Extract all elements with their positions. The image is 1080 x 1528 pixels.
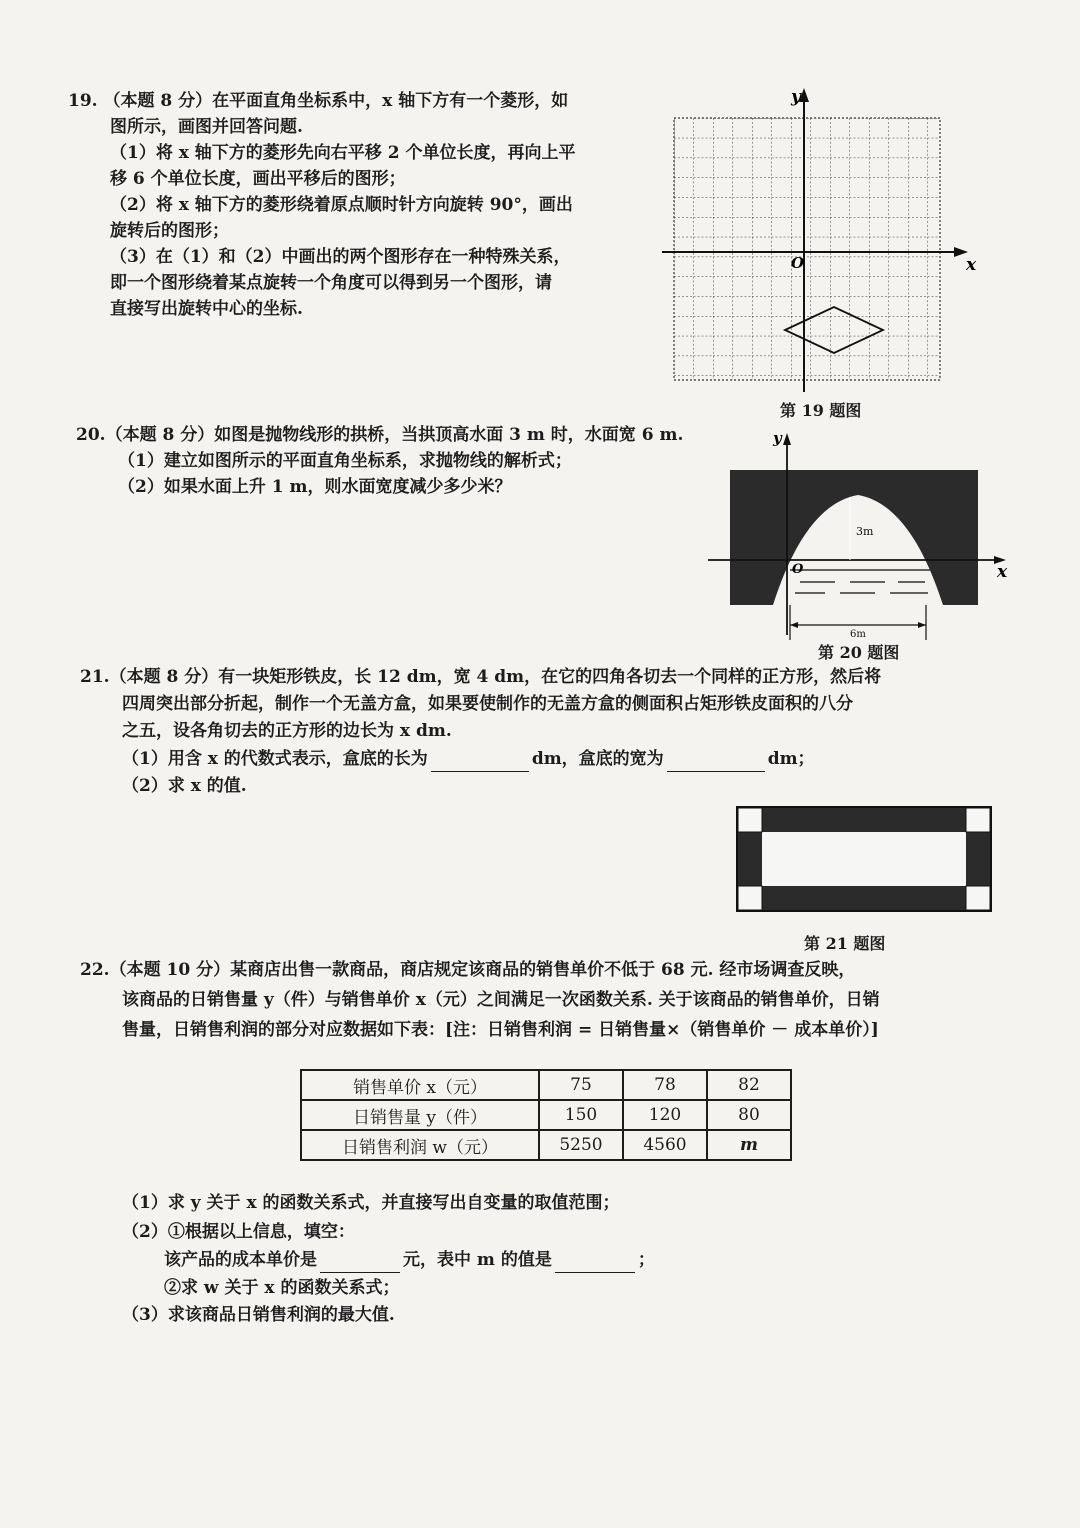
- q19-line: 即一个图形绕着某点旋转一个角度可以得到另一个图形，请: [110, 273, 552, 293]
- q21-part1-text: dm；: [767, 749, 815, 769]
- origin-label: O: [791, 254, 805, 272]
- table-cell-label: 日销售量 y（件）: [301, 1100, 539, 1130]
- table-cell: 78: [623, 1070, 707, 1100]
- cut-corner: [738, 808, 762, 832]
- table-row: [301, 1100, 791, 1130]
- q22-part2a-text: 元，表中 m 的值是: [403, 1250, 552, 1270]
- q22-part2a: [164, 1247, 655, 1273]
- y-axis-label: y: [791, 87, 801, 107]
- cut-corner: [966, 886, 990, 910]
- answer-blank-width[interactable]: [667, 751, 765, 772]
- table-cell-label: 日销售利润 w（元）: [301, 1130, 539, 1160]
- q19-line: （3）在（1）和（2）中画出的两个图形存在一种特殊关系，: [110, 247, 571, 267]
- answer-blank-length[interactable]: [431, 751, 529, 772]
- q19-line: 19. （本题 8 分）在平面直角坐标系中，x 轴下方有一个菱形，如: [68, 91, 569, 111]
- q22-line: 该商品的日销售量 y（件）与销售单价 x（元）之间满足一次函数关系. 关于该商品的销售单价，日销: [122, 990, 880, 1010]
- q21-part1-text: dm，盒底的宽为: [531, 749, 664, 769]
- cut-corner: [738, 886, 762, 910]
- q21-line: 21.（本题 8 分）有一块矩形铁皮，长 12 dm，宽 4 dm，在它的四角各切去一个同样的正方形，然后将: [80, 667, 882, 687]
- q20-line: （1）建立如图所示的平面直角坐标系，求抛物线的解析式；: [118, 451, 572, 471]
- q20-arch-bridge-figure: [700, 425, 1020, 650]
- q22-line: 售量，日销售利润的部分对应数据如下表：[注：日销售利润 = 日销售量×（销售单价 － 成本单价）]: [122, 1020, 879, 1040]
- q21-part2: （2）求 x 的值.: [122, 776, 247, 796]
- table-cell: 75: [539, 1070, 623, 1100]
- q22-line: 22.（本题 10 分）某商店出售一款商品，商店规定该商品的销售单价不低于 68 元. 经市场调查反映，: [80, 960, 856, 980]
- q21-line: 之五，设各角切去的正方形的边长为 x dm.: [122, 721, 452, 741]
- cut-corner: [966, 808, 990, 832]
- q19-line: （2）将 x 轴下方的菱形绕着原点顺时针方向旋转 90°，画出: [110, 195, 573, 215]
- table-cell-label: 销售单价 x（元）: [301, 1070, 539, 1100]
- table-cell: 150: [539, 1100, 623, 1130]
- origin-label: O: [792, 562, 804, 577]
- bridge-body: [730, 470, 978, 605]
- q19-coordinate-grid: [650, 80, 990, 400]
- q22-data-table: [300, 1069, 792, 1161]
- height-label: 3m: [856, 525, 874, 538]
- table-cell: 80: [707, 1100, 791, 1130]
- table-cell: m: [707, 1130, 791, 1160]
- q19-line: 直接写出旋转中心的坐标.: [110, 299, 303, 319]
- answer-blank-cost[interactable]: [320, 1252, 400, 1273]
- q20-line: （2）如果水面上升 1 m，则水面宽度减少多少米？: [118, 477, 512, 497]
- y-axis-arrow-icon: [783, 433, 791, 445]
- table-row: [301, 1130, 791, 1160]
- q19-line: 图所示，画图并回答问题.: [110, 117, 303, 137]
- table-cell: 4560: [623, 1130, 707, 1160]
- q19-line: 旋转后的图形；: [110, 221, 229, 241]
- q21-caption: 第 21 题图: [804, 934, 886, 953]
- q19-caption: 第 19 题图: [780, 401, 862, 420]
- q21-part1-text: （1）用含 x 的代数式表示，盒底的长为: [122, 749, 428, 769]
- q22-part2b: ②求 w 关于 x 的函数关系式；: [164, 1278, 400, 1298]
- q22-part2a-text: 该产品的成本单价是: [164, 1250, 317, 1270]
- q22-part1: （1）求 y 关于 x 的函数关系式，并直接写出自变量的取值范围；: [122, 1193, 620, 1213]
- answer-blank-m[interactable]: [555, 1252, 635, 1273]
- q22-part3: （3）求该商品日销售利润的最大值.: [122, 1305, 395, 1325]
- q21-part1: [122, 746, 815, 772]
- table-row: [301, 1070, 791, 1100]
- q22-part2: （2）①根据以上信息，填空：: [122, 1222, 355, 1242]
- q21-line: 四周突出部分折起，制作一个无盖方盒，如果要使制作的无盖方盒的侧面积占矩形铁皮面积的八分: [122, 694, 853, 714]
- table-cell: 120: [623, 1100, 707, 1130]
- x-axis-label: x: [997, 562, 1008, 582]
- y-axis-label: y: [773, 429, 782, 447]
- q19-line: 移 6 个单位长度，画出平移后的图形；: [110, 169, 406, 189]
- q21-iron-sheet-figure: [736, 806, 992, 912]
- table-cell: 82: [707, 1070, 791, 1100]
- table-cell: 5250: [539, 1130, 623, 1160]
- width-label: 6m: [850, 629, 866, 640]
- x-axis-label: x: [966, 255, 977, 275]
- water-surface: [790, 570, 930, 593]
- q20-line: 20.（本题 8 分）如图是抛物线形的拱桥，当拱顶高水面 3 m 时，水面宽 6 m.: [76, 425, 684, 445]
- q20-caption: 第 20 题图: [818, 643, 900, 662]
- box-base: [762, 832, 966, 886]
- q22-part2a-text: ；: [637, 1250, 655, 1270]
- q19-line: （1）将 x 轴下方的菱形先向右平移 2 个单位长度，再向上平: [110, 143, 576, 163]
